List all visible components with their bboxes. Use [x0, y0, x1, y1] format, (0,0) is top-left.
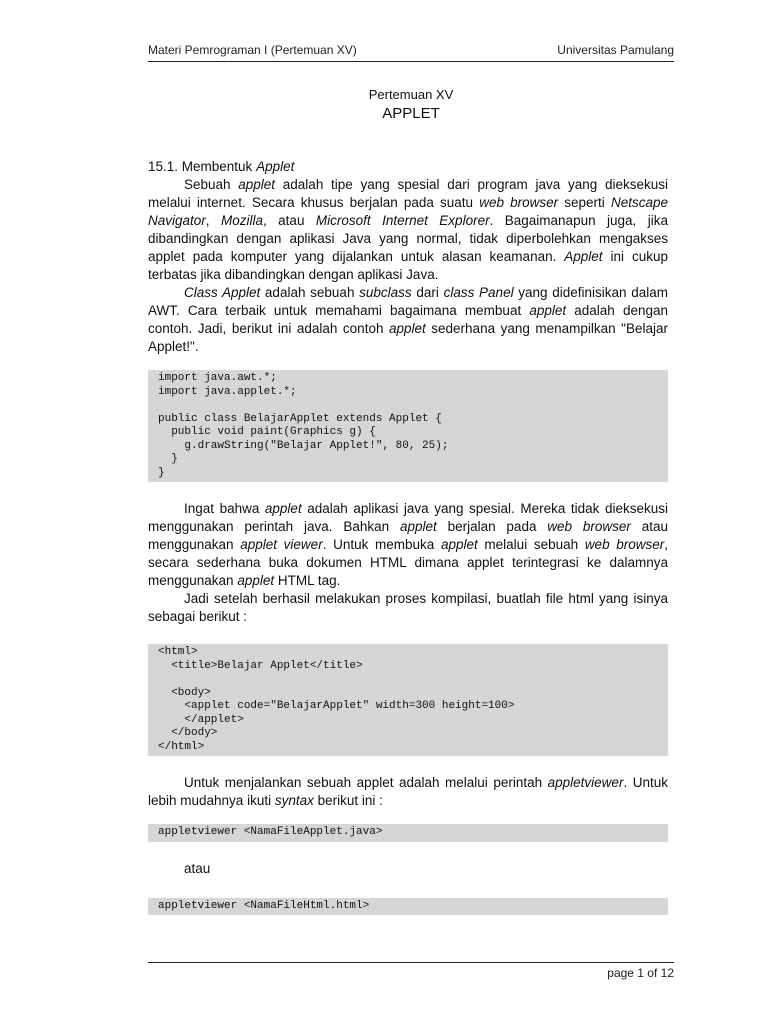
topic-title: APPLET	[382, 105, 440, 122]
code-line: <body>	[158, 686, 211, 699]
code-line: g.drawString("Belajar Applet!", 80, 25);	[158, 439, 449, 452]
section-number: 15.1. Membentuk	[148, 159, 257, 174]
text-atau: atau	[184, 860, 211, 876]
paragraph-compile: Jadi setelah berhasil melakukan proses kompilasi, buatlah file html yang isinya sebagai berikut :	[148, 591, 668, 624]
code-line: <html>	[158, 646, 198, 658]
header-university: Universitas Pamulang	[557, 43, 674, 57]
code-line: <applet code="BelajarApplet" width=300 height=100>	[158, 700, 515, 712]
code-line-appletviewer-html: appletviewer <NamaFileHtml.html>	[148, 898, 668, 916]
code-block-java	[148, 370, 668, 482]
code-line: </applet>	[158, 713, 244, 726]
code-line	[158, 399, 658, 413]
code-line-appletviewer-java: appletviewer <NamaFileApplet.java>	[148, 824, 668, 842]
code-line: }	[158, 466, 165, 479]
document-body	[148, 158, 668, 915]
paragraph-remember: Ingat bahwa applet adalah aplikasi java yang spesial. Mereka tidak dieksekusi menggunakan perintah java. Bahkan applet berjalan pada web browser atau menggunakan applet viewer. Untuk membuka applet melalui sebuah web browser, secara sederhana buka dokumen HTML dimana applet terintegrasi ke dalamnya menggunakan applet HTML tag.	[148, 501, 669, 588]
paragraph-run: Untuk menjalankan sebuah applet adalah melalui perintah appletviewer. Untuk lebih mudahnya ikuti syntax berikut ini :	[148, 775, 668, 808]
meeting-title: Pertemuan XV	[368, 87, 454, 102]
code-line: <title>Belajar Applet</title>	[158, 659, 363, 672]
header-course: Materi Pemrograman I (Pertemuan XV)	[148, 43, 357, 57]
code-line: </body>	[158, 727, 218, 739]
code-line: import java.awt.*;	[158, 372, 277, 384]
section-heading	[148, 158, 668, 176]
code-line: }	[158, 453, 178, 465]
code-line: </html>	[158, 740, 205, 753]
code-line: public class BelajarApplet extends Applet {	[158, 412, 442, 425]
footer-divider	[148, 962, 674, 963]
paragraph-intro: Sebuah applet adalah tipe yang spesial dari program java yang dieksekusi melalui internet. Secara khusus berjalan pada suatu web browser seperti Netscape Navigator, Mozilla, atau Microsoft Internet Explorer. Bagaimanapun juga, jika dibandingkan dengan aplikasi Java yang normal, tidak diperbolehkan mengakses applet pada komputer yang dijalankan untuk alasan keamanan. Applet ini cukup terbatas jika dibandingkan dengan aplikasi Java.	[148, 177, 668, 282]
code-line: public void paint(Graphics g) {	[158, 426, 376, 438]
paragraph-class-applet: Class Applet adalah sebuah subclass dari class Panel yang didefinisikan dalam AWT. Cara terbaik untuk memahami bagaimana membuat applet adalah dengan contoh. Jadi, berikut ini adalah contoh applet sederhana yang menampilkan "Belajar Applet!".	[148, 285, 668, 354]
page-number: page 1 of 12	[607, 966, 674, 980]
code-line	[158, 673, 658, 687]
code-block-html	[148, 644, 668, 756]
page-title-block	[148, 86, 674, 124]
code-line: import java.applet.*;	[158, 385, 297, 398]
section-name: Applet	[256, 159, 295, 174]
page-header	[148, 43, 674, 62]
